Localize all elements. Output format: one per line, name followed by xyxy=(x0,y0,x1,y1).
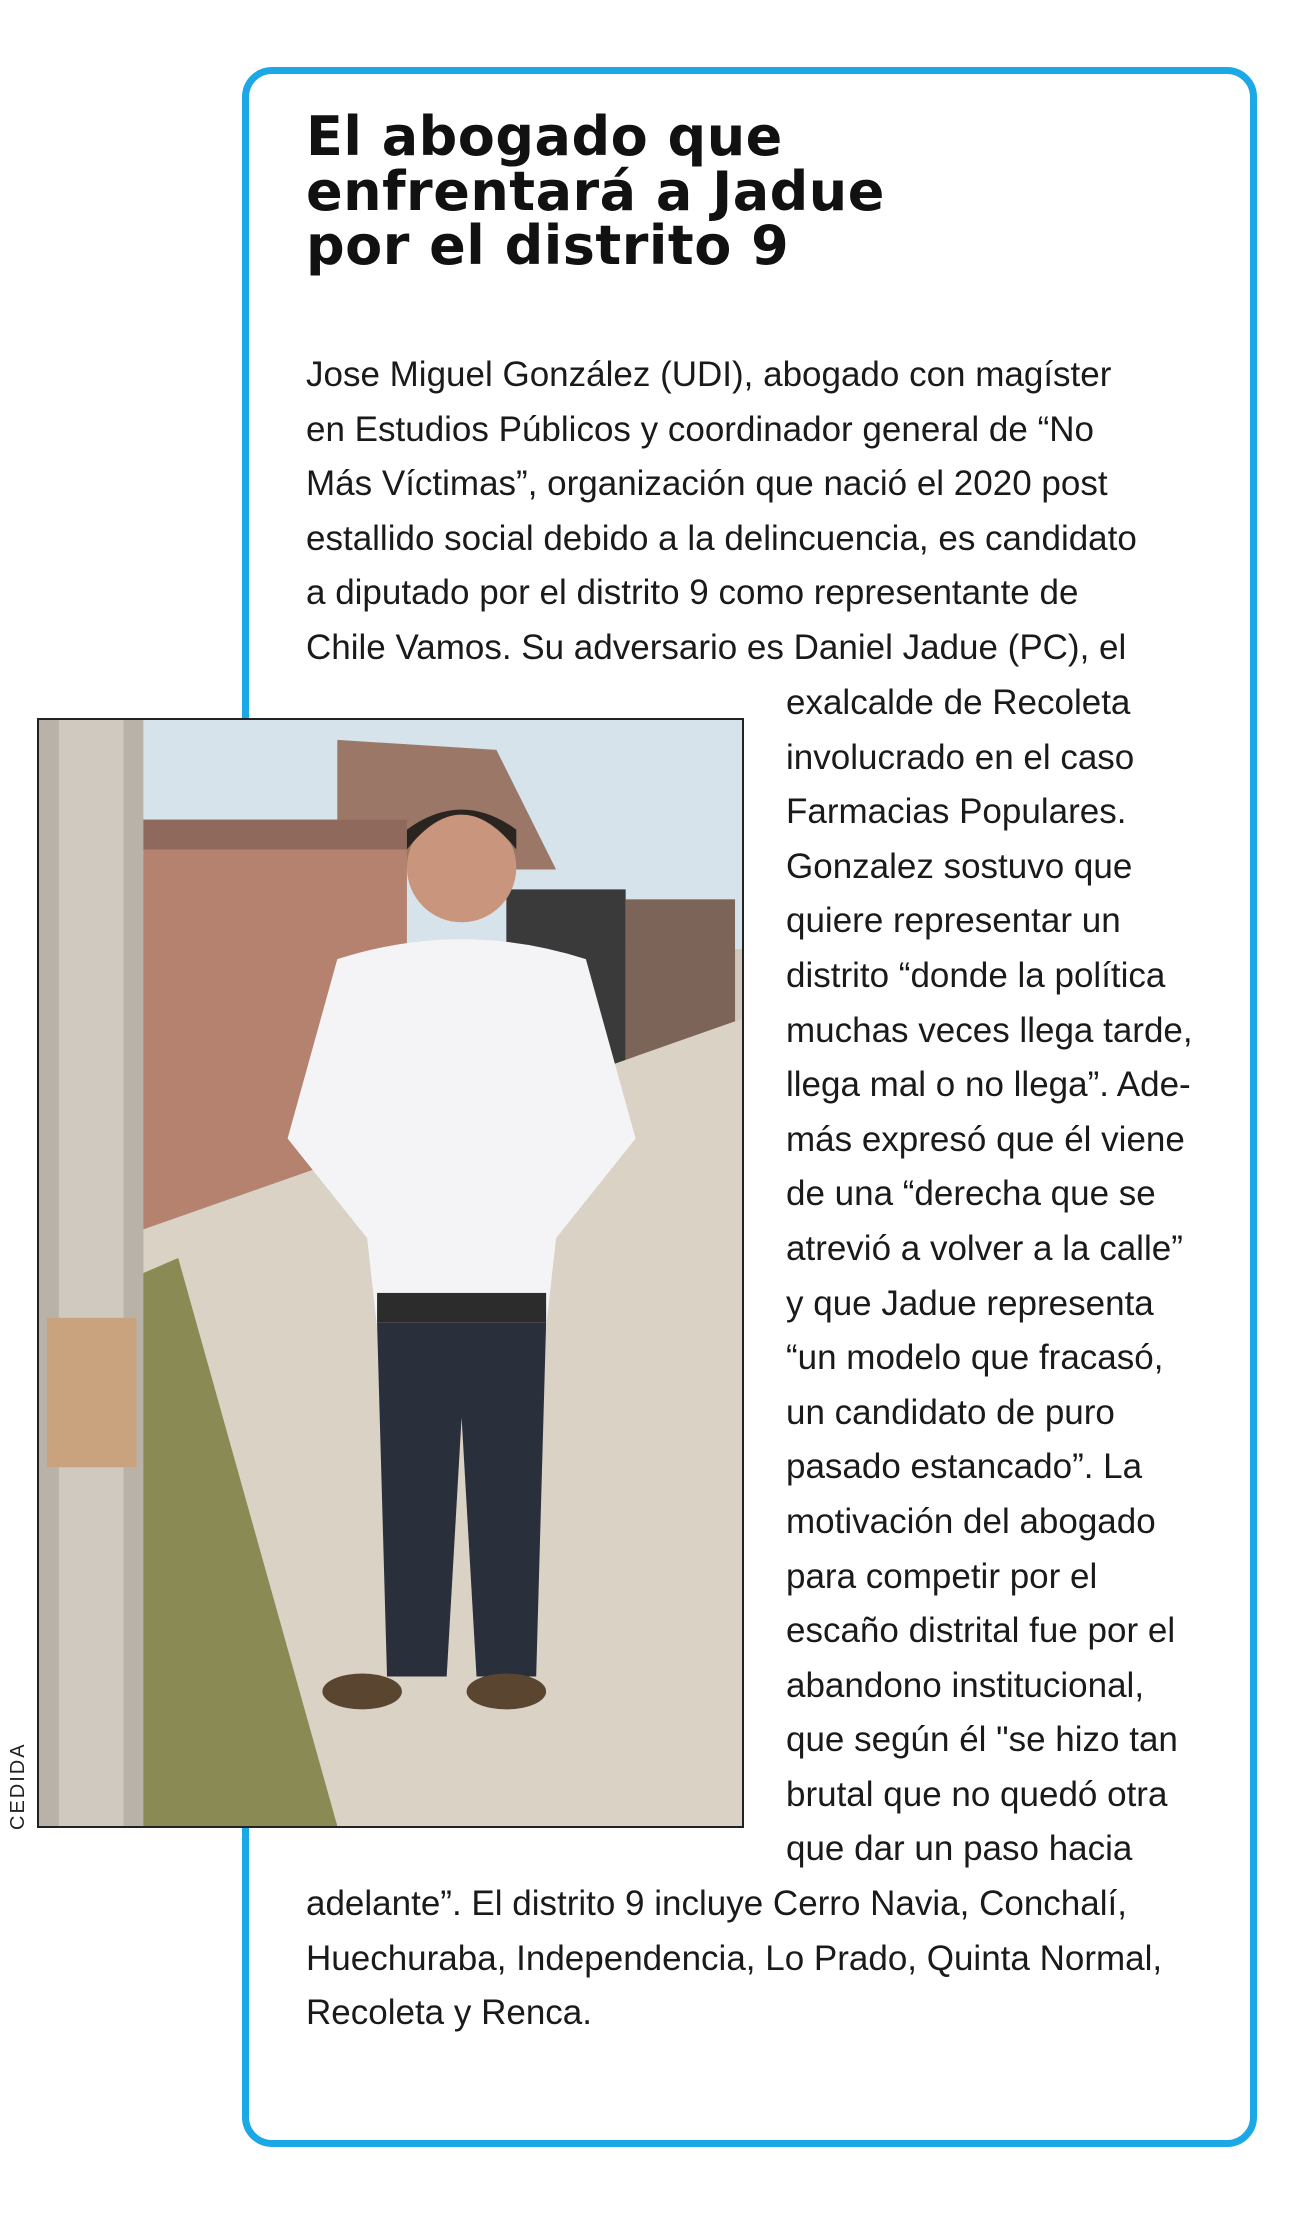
body-line: quiere representar un xyxy=(786,901,1121,941)
body-line: de una “derecha que se xyxy=(786,1174,1156,1214)
photo-credit: CEDIDA xyxy=(7,1742,29,1830)
photo-illustration xyxy=(39,720,742,1826)
body-line: brutal que no quedó otra xyxy=(786,1774,1168,1814)
body-line: Recoleta y Renca. xyxy=(306,1993,592,2033)
body-line: a diputado por el distrito 9 como representante de xyxy=(306,573,1079,613)
headline-line: El abogado que xyxy=(306,105,783,168)
article-photo xyxy=(37,718,744,1828)
body-line: que según él "se hizo tan xyxy=(786,1720,1178,1760)
body-line: llega mal o no llega”. Ade- xyxy=(786,1065,1191,1105)
body-line: que dar un paso hacia xyxy=(786,1829,1133,1869)
body-line: exalcalde de Recoleta xyxy=(786,683,1131,722)
body-line: escaño distrital fue por el xyxy=(786,1611,1176,1651)
body-line: motivación del abogado xyxy=(786,1501,1156,1541)
body-line: Farmacias Populares. xyxy=(786,792,1127,832)
body-line: Más Víctimas”, organización que nació el 2020 post xyxy=(306,464,1108,504)
body-line: más expresó que él viene xyxy=(786,1119,1185,1159)
body-line: un candidato de puro xyxy=(786,1392,1115,1432)
body-text-top xyxy=(306,348,1137,676)
body-line: y que Jadue representa xyxy=(786,1283,1154,1323)
body-line: muchas veces llega tarde, xyxy=(786,1010,1193,1050)
body-line: pasado estancado”. La xyxy=(786,1447,1143,1487)
body-line: Chile Vamos. Su adversario es Daniel Jadue (PC), el xyxy=(306,627,1127,667)
headline-line: enfrentará a Jadue xyxy=(306,159,885,223)
body-line: estallido social debido a la delincuencia, es candidato xyxy=(306,518,1137,558)
body-line: involucrado en el caso xyxy=(786,737,1135,777)
body-line: atrevió a volver a la calle” xyxy=(786,1228,1183,1268)
body-line: Jose Miguel González (UDI), abogado con magíster xyxy=(306,355,1112,394)
body-line: distrito “donde la política xyxy=(786,955,1166,995)
body-text-bottom xyxy=(306,1877,1162,2041)
body-line: adelante”. El distrito 9 incluye Cerro Navia, Conchalí, xyxy=(306,1884,1127,1923)
body-line: “un modelo que fracasó, xyxy=(786,1338,1164,1378)
body-line: abandono institucional, xyxy=(786,1665,1145,1705)
body-line: Huechuraba, Independencia, Lo Prado, Quinta Normal, xyxy=(306,1938,1163,1978)
body-line: en Estudios Públicos y coordinador general de “No xyxy=(306,409,1094,449)
body-line: para competir por el xyxy=(786,1556,1098,1596)
headline-line: por el distrito 9 xyxy=(306,214,790,278)
body-line: Gonzalez sostuvo que xyxy=(786,846,1133,886)
headline xyxy=(306,98,1066,278)
body-text-side xyxy=(786,676,1193,1877)
